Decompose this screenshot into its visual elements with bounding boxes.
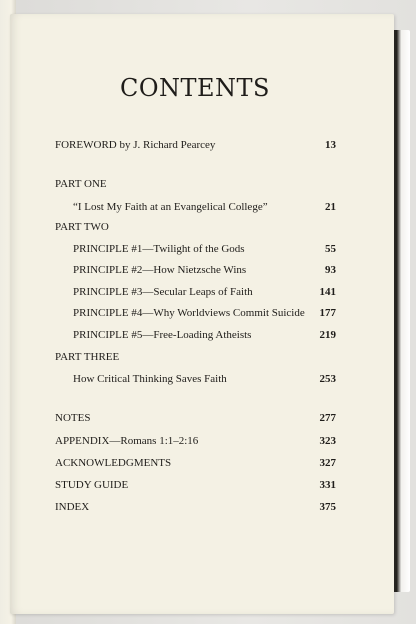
toc-entry-notes: NOTES [55,412,91,424]
toc-entry-principle-3: PRINCIPLE #3—Secular Leaps of Faith [73,286,253,298]
toc-page-principle-1: 55 [325,243,336,255]
toc-page-principle-4: 177 [319,307,336,319]
toc-page-lost-faith: 21 [325,201,336,213]
toc-heading-part-two: PART TWO [55,221,109,233]
toc-page-acknowledgments: 327 [319,457,336,469]
toc-page-critical-thinking: 253 [319,373,336,385]
toc-heading-part-three: PART THREE [55,351,120,363]
toc-entry-critical-thinking: How Critical Thinking Saves Faith [73,373,227,385]
page-title: CONTENTS [119,74,270,102]
toc-entry-acknowledgments: ACKNOWLEDGMENTS [55,457,172,469]
toc-page-principle-2: 93 [325,264,336,276]
toc-page-appendix: 323 [319,435,336,447]
toc-entry-principle-2: PRINCIPLE #2—How Nietzsche Wins [73,264,247,276]
toc-entry-index: INDEX [55,501,90,513]
toc-entry-principle-5: PRINCIPLE #5—Free-Loading Atheists [73,329,252,341]
toc-entry-principle-4: PRINCIPLE #4—Why Worldviews Commit Suicide [73,307,305,319]
toc-heading-part-one: PART ONE [55,178,107,190]
toc-page-principle-5: 219 [319,329,336,341]
toc-entry-lost-faith: “I Lost My Faith at an Evangelical College” [73,201,268,213]
toc-entry-foreword: FOREWORD by J. Richard Pearcey [55,139,216,151]
toc-entry-appendix: APPENDIX—Romans 1:1–2:16 [55,435,199,447]
toc-entry-study-guide: STUDY GUIDE [55,479,129,491]
toc-page-study-guide: 331 [319,479,336,491]
toc-page-notes: 277 [319,412,336,424]
toc-page-principle-3: 141 [319,286,336,298]
toc-entry-principle-1: PRINCIPLE #1—Twilight of the Gods [73,243,245,255]
toc-page-foreword: 13 [325,139,336,151]
toc-page-index: 375 [319,501,336,513]
